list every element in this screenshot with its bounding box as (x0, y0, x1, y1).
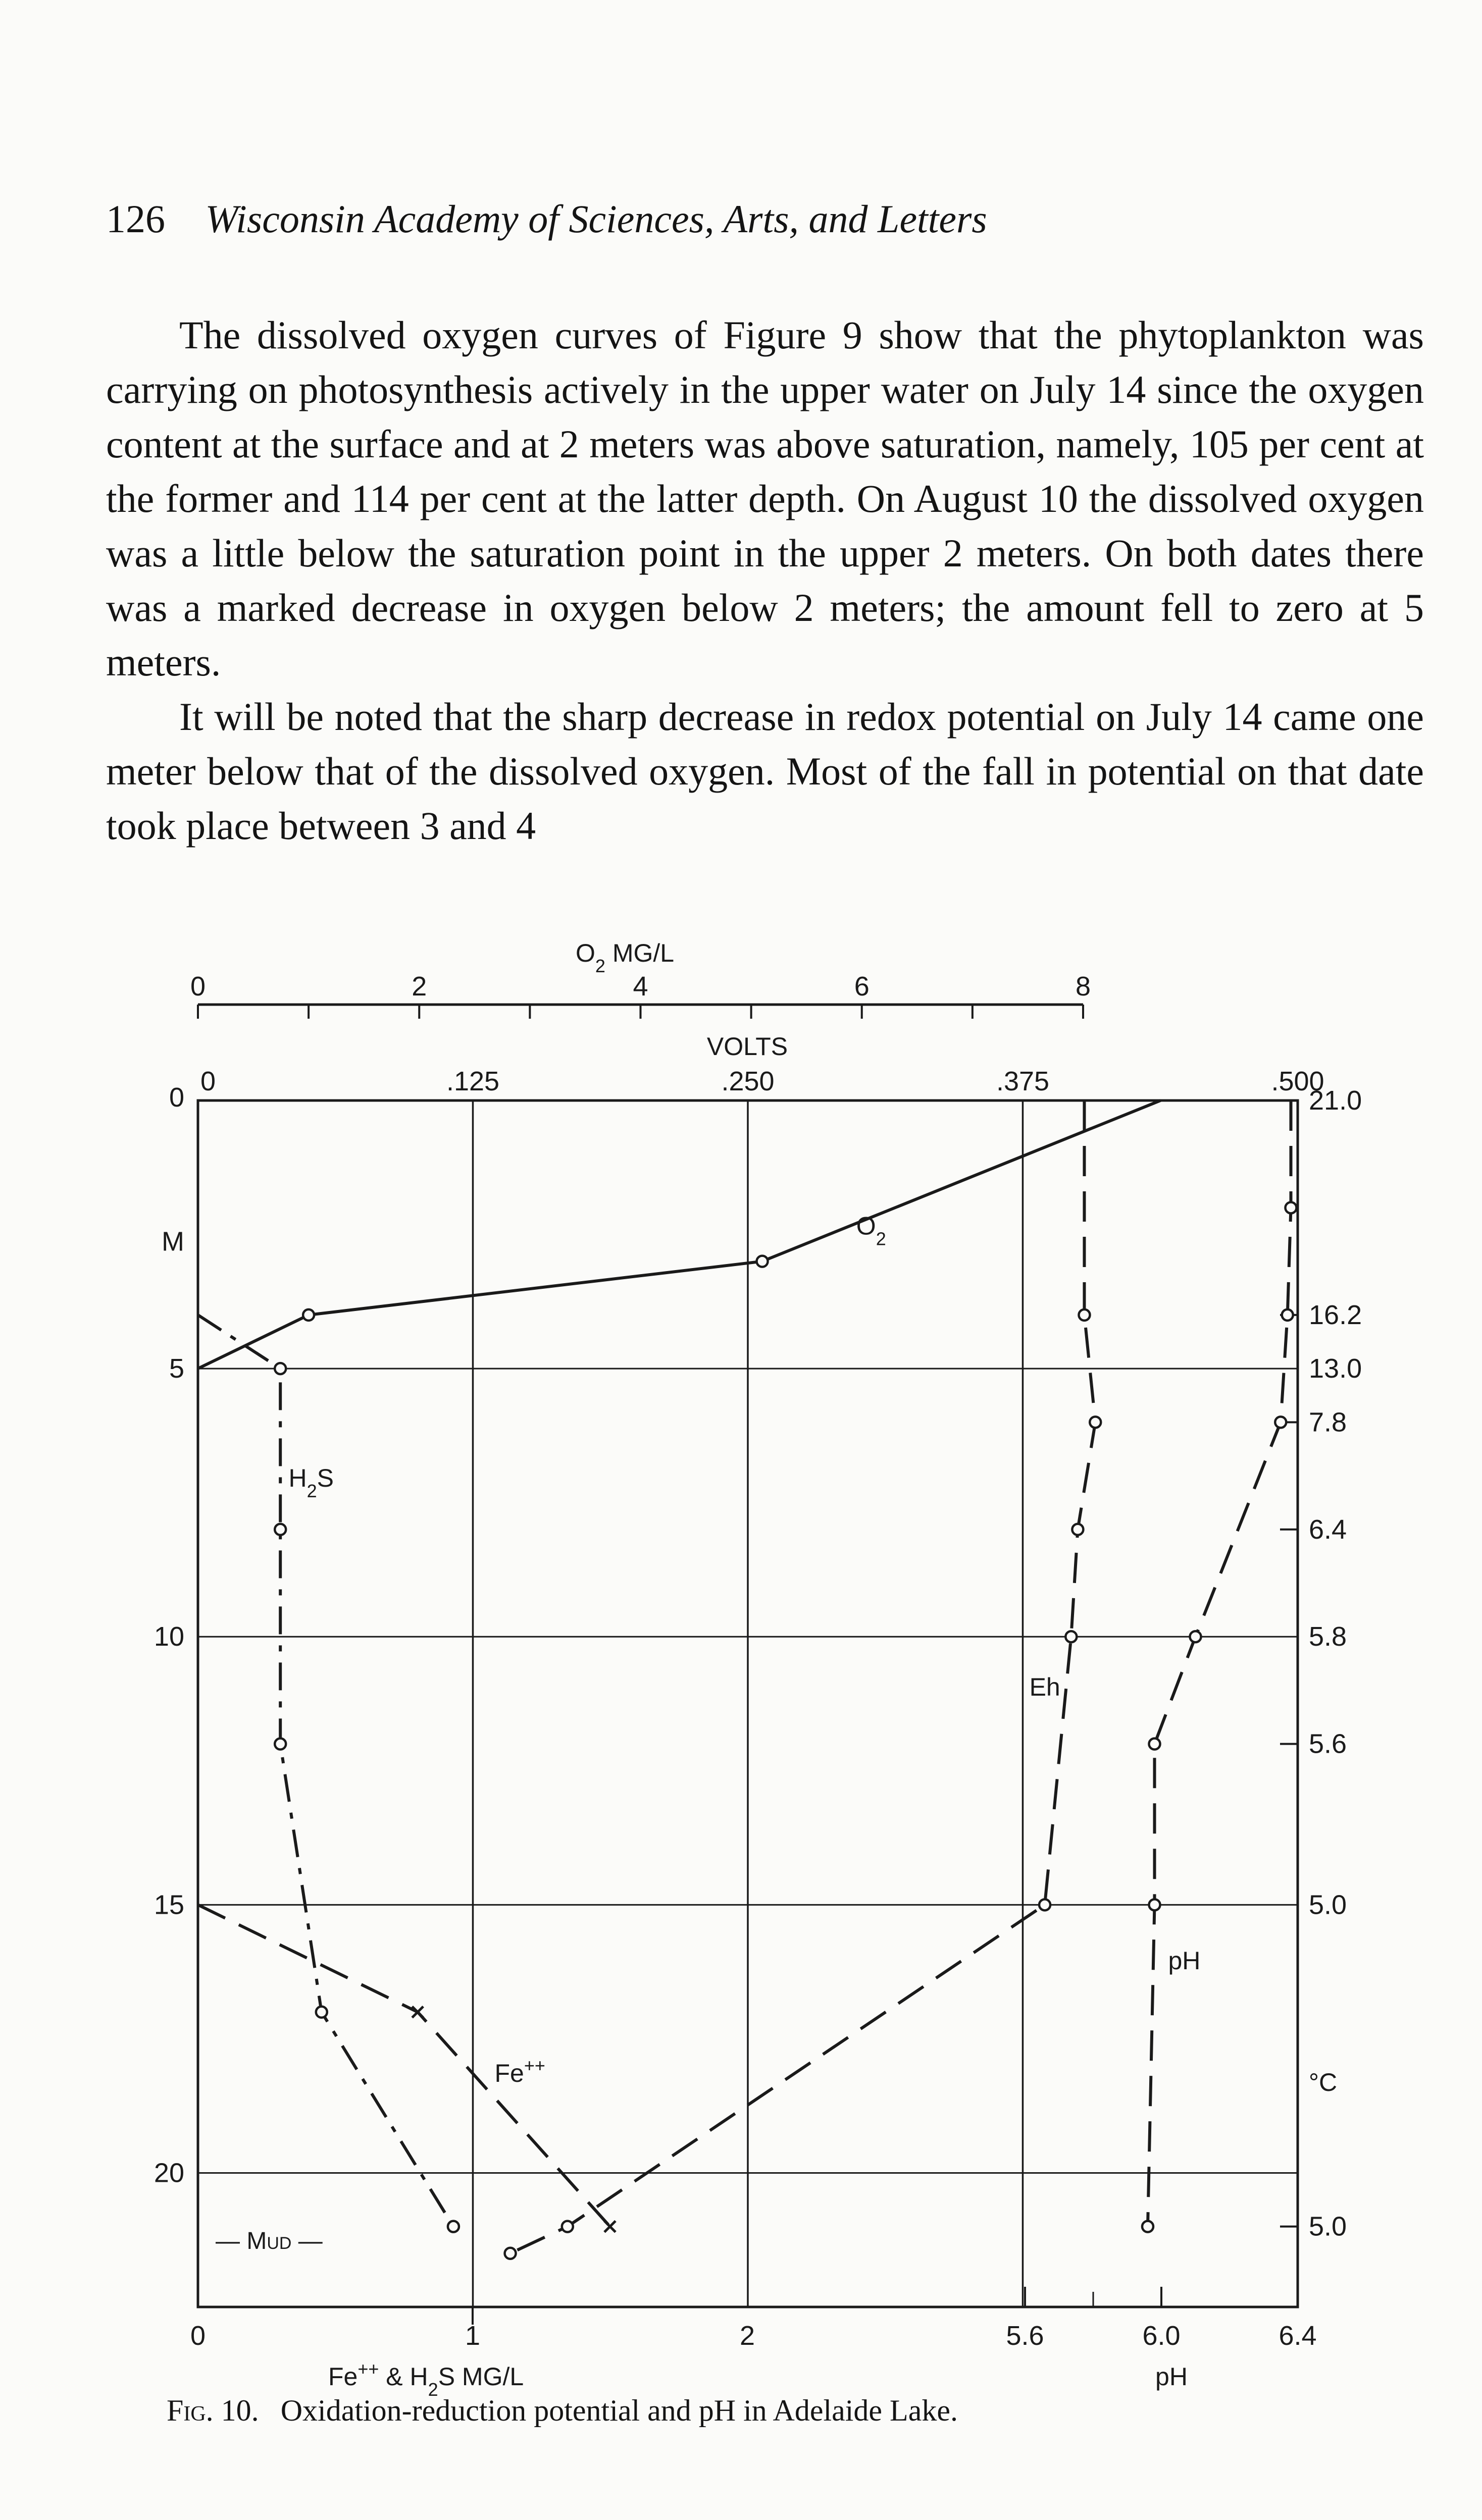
data-point (1090, 1416, 1101, 1428)
depth-tick-label: 15 (154, 1889, 184, 1920)
paragraph: The dissolved oxygen curves of Figure 9 show that the phytoplankton was carrying on photosynthesis actively in the upper water on July 14 since the oxygen content at the surface and at 2 meters was above saturation, namely, 105 per cent at the former and 114 per cent at the latter depth. On August 10 the dissolved oxygen was a little below the saturation point in the upper 2 meters. On both dates there was a marked decrease in oxygen below 2 meters; the amount fell to zero at 5 meters. (106, 313, 1424, 684)
ph-tick-label: 6.0 (1142, 2321, 1181, 2351)
temperature-tick-label: 5.0 (1309, 1889, 1347, 1920)
fe-h2s-axis-label: Fe++ & $H_2S$ MG/L (328, 2358, 524, 2400)
o2-tick-label: 2 (412, 971, 427, 1002)
fe-tick-label: 0 (190, 2321, 206, 2351)
o2-tick-label: 0 (190, 971, 206, 1002)
data-point (1190, 1631, 1201, 1642)
temperature-tick-label: 16.2 (1309, 1299, 1362, 1330)
series-label-ph: pH (1168, 1946, 1201, 1975)
figure-label: Fig. 10. (167, 2394, 259, 2427)
temperature-tick-label: 21.0 (1309, 1085, 1362, 1116)
series-line-fe (198, 1905, 610, 2226)
o2-tick-label: 8 (1075, 971, 1091, 1002)
data-point (1079, 1309, 1090, 1321)
data-point (303, 1309, 314, 1321)
depth-tick-label: 5 (169, 1353, 184, 1384)
fe-tick-label: 1 (465, 2321, 481, 2351)
data-point (1149, 1739, 1160, 1750)
temperature-tick-label: 5.8 (1309, 1621, 1347, 1652)
data-point (1142, 2221, 1153, 2232)
volts-tick-label: 0 (200, 1066, 216, 1096)
series-label-h2s: $H_2S$ (288, 1463, 334, 1501)
volts-tick-label: .375 (996, 1066, 1050, 1096)
temperature-tick-label: 5.0 (1309, 2211, 1347, 2242)
volts-tick-label: .125 (446, 1066, 500, 1096)
figure-caption (167, 2395, 1404, 2426)
o2-tick-label: 6 (854, 971, 870, 1002)
temperature-tick-label: 5.6 (1309, 1728, 1347, 1759)
data-point (1282, 1309, 1293, 1321)
data-point (1149, 1899, 1160, 1910)
mud-label: — Mud — (216, 2228, 323, 2254)
o2-tick-label: 4 (633, 971, 648, 1002)
series-label-fe: Fe++ (494, 2055, 545, 2087)
temperature-tick-label: 7.8 (1309, 1407, 1347, 1438)
ph-tick-label: 5.6 (1006, 2321, 1044, 2351)
data-point (562, 2221, 573, 2232)
depth-tick-label: 20 (154, 2158, 184, 2188)
paragraph: It will be noted that the sharp decrease in redox potential on July 14 came one meter below that of the dissolved oxygen. Most of the fall in potential on that date took place between 3 and 4 (106, 695, 1424, 848)
temperature-tick-label: 6.4 (1309, 1514, 1347, 1545)
data-point (275, 1739, 286, 1750)
volts-tick-label: .500 (1271, 1066, 1324, 1096)
volts-axis-label: VOLTS (706, 1032, 788, 1061)
series-line-ph (1148, 1100, 1291, 2227)
series-label-o2: $O_2$ (856, 1212, 886, 1249)
depth-axis-label: M (162, 1226, 184, 1257)
o2-axis-label: $O_2$ MG/L (576, 939, 675, 976)
data-point (1286, 1202, 1297, 1213)
series-line-h2s (198, 1315, 453, 2227)
depth-tick-label: 0 (169, 1082, 184, 1113)
journal-title: Wisconsin Academy of Sciences, Arts, and Letters (205, 197, 987, 241)
data-point (1275, 1416, 1286, 1428)
data-point (757, 1256, 768, 1267)
temperature-tick-label: 13.0 (1309, 1353, 1362, 1384)
series-label-eh: Eh (1029, 1673, 1060, 1702)
ph-axis-label: pH (1155, 2362, 1188, 2391)
depth-tick-label: 10 (154, 1621, 184, 1652)
data-point (316, 2007, 327, 2018)
data-point (275, 1524, 286, 1535)
ph-tick-label: 6.4 (1279, 2321, 1317, 2351)
data-point (275, 1363, 286, 1374)
caption-text: Oxidation-reduction potential and pH in Adelaide Lake. (280, 2394, 958, 2427)
page-number: 126 (106, 197, 165, 241)
series-line-o2 (198, 1100, 1160, 1369)
series-line-eh (510, 1100, 1096, 2253)
fe-tick-label: 2 (739, 2321, 755, 2351)
temperature-axis-label: °C (1309, 2068, 1338, 2096)
data-point (505, 2248, 516, 2259)
data-point (1065, 1631, 1077, 1642)
volts-tick-label: .250 (721, 1066, 775, 1096)
data-point (1039, 1899, 1050, 1910)
data-point (448, 2221, 459, 2232)
data-point (1072, 1524, 1083, 1535)
